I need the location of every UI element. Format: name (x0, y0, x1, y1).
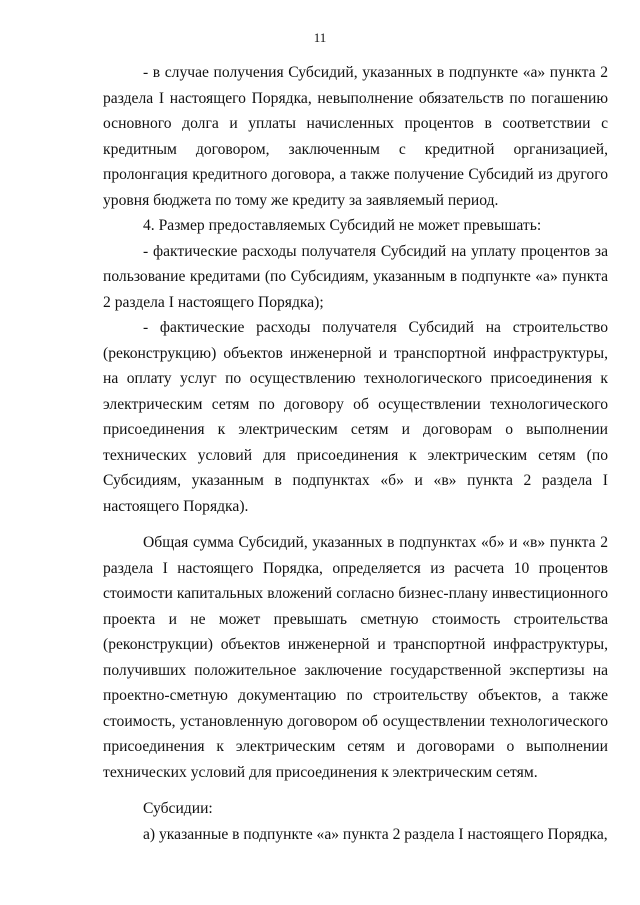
paragraph-interest-expenses: - фактические расходы получателя Субсидий на уплату процентов за пользование кредитами (по Субсидиям, указанным в подпункте «а» пункта 2 раздела I настоящего Порядка); (103, 242, 608, 311)
paragraph-subsidies-item-a: а) указанные в подпункте «а» пункта 2 раздела I настоящего Порядка, (143, 825, 608, 843)
page-number: 11 (313, 30, 327, 45)
paragraph-construction-expenses: - фактические расходы получателя Субсидий на строительство (реконструкцию) объектов инженерной и транспортной инфраструктуры, на оплату услуг по осуществлению технологического присоединения к электрическим сетям по договору об осуществлении технологического присоединения к электрическим сетям и договорам о выполнении технических условий для присоединения к электрическим сетям (по Субсидиям, указанным в подпунктах «б» и «в» пункта 2 раздела I настоящего Порядка). (103, 319, 608, 515)
document-body (103, 60, 608, 847)
paragraph-default-conditions: - в случае получения Субсидий, указанных в подпункте «а» пункта 2 раздела I настоящего Порядка, невыполнение обязательств по погашению основного долга и уплаты начисленных процентов в соответствии с кредитным договором, заключенным с кредитной организацией, пролонгация кредитного договора, а также получение Субсидий из другого уровня бюджета по тому же кредиту за заявляемый период. (103, 64, 608, 209)
paragraph-total-subsidy-amount: Общая сумма Субсидий, указанных в подпунктах «б» и «в» пункта 2 раздела I настоящего Порядка, определяется из расчета 10 процентов стоимости капитальных вложений согласно бизнес-плану инвестиционного проекта и не может превышать сметную стоимость строительства (реконструкции) объектов инженерной и транспортной инфраструктуры, получивших положительное заключение государственной экспертизы на проектно-сметную документацию по строительству объектов, а также стоимость, установленную договором об осуществлении технологического присоединения к электрическим сетям и договорами о выполнении технических условий для присоединения к электрическим сетям. (103, 534, 608, 781)
paragraph-subsidies-heading: Субсидии: (143, 800, 213, 817)
paragraph-subsidy-size-heading: 4. Размер предоставляемых Субсидий не может превышать: (143, 217, 542, 234)
